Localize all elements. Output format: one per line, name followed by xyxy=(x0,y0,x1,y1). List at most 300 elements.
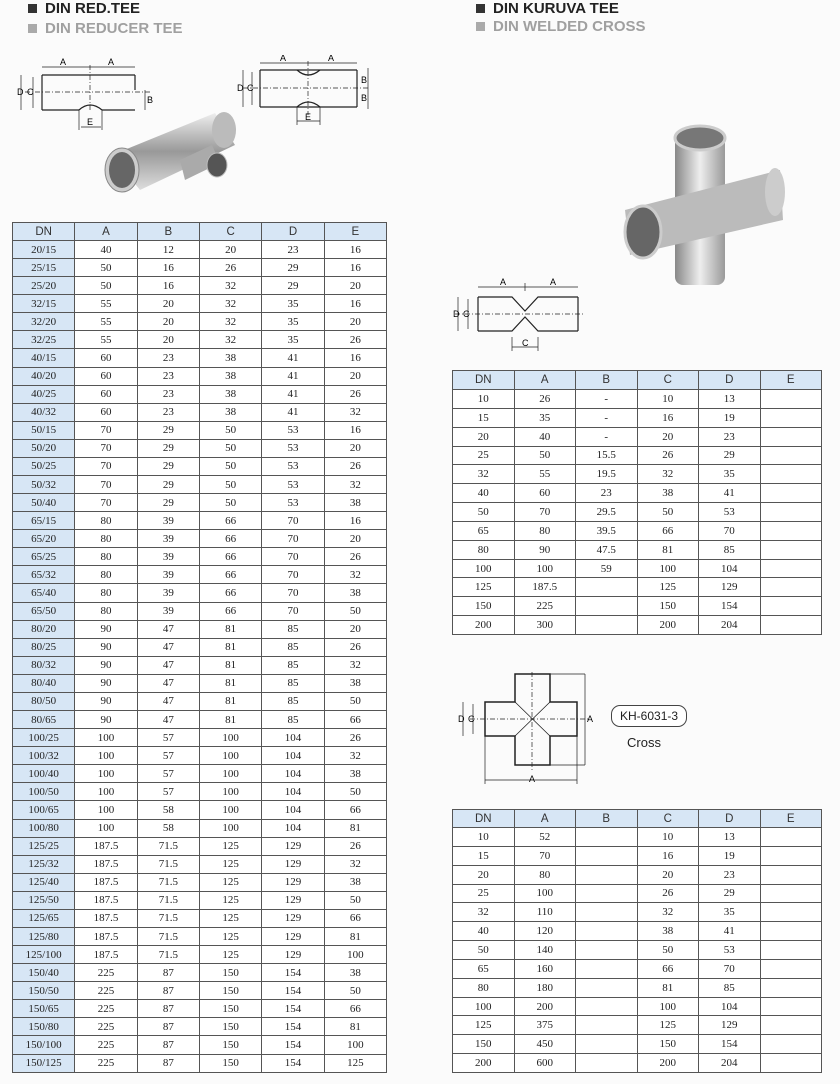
cell-b: 71.5 xyxy=(137,891,199,909)
cell-c: 50 xyxy=(637,503,699,522)
cell-a: 70 xyxy=(75,421,137,439)
cell-b: 39 xyxy=(137,566,199,584)
cell-e: 16 xyxy=(324,241,386,259)
cell-a: 90 xyxy=(75,692,137,710)
cell-e: 16 xyxy=(324,512,386,530)
cell-dn: 65/40 xyxy=(13,584,75,602)
cell-dn: 65/50 xyxy=(13,602,75,620)
cell-c: 125 xyxy=(199,927,261,945)
cell-c: 66 xyxy=(199,530,261,548)
cell-e: 20 xyxy=(324,439,386,457)
cell-e: 125 xyxy=(324,1054,386,1072)
cell-a: 225 xyxy=(514,597,576,616)
cell-d: 154 xyxy=(699,1035,761,1054)
cell-c: 100 xyxy=(637,559,699,578)
table-row xyxy=(13,873,387,891)
cell-c: 81 xyxy=(637,540,699,559)
cell-dn: 25 xyxy=(453,446,515,465)
cell-dn: 100/25 xyxy=(13,729,75,747)
cell-b xyxy=(576,828,638,847)
cell-c: 50 xyxy=(199,476,261,494)
cell-c: 81 xyxy=(199,620,261,638)
cell-d: 70 xyxy=(262,602,324,620)
cell-a: 140 xyxy=(514,941,576,960)
table-row xyxy=(13,927,387,945)
cell-e: 20 xyxy=(324,530,386,548)
column-header-a: A xyxy=(514,810,576,828)
table-header-row xyxy=(13,223,387,241)
cell-c: 150 xyxy=(199,982,261,1000)
cell-dn: 150 xyxy=(453,1035,515,1054)
table-row xyxy=(13,656,387,674)
cell-d: 53 xyxy=(262,457,324,475)
cell-d: 29 xyxy=(262,259,324,277)
cell-a: 100 xyxy=(514,559,576,578)
cell-a: 80 xyxy=(514,521,576,540)
cell-a: 375 xyxy=(514,1016,576,1035)
cell-a: 120 xyxy=(514,922,576,941)
cell-d: 85 xyxy=(262,620,324,638)
cell-b: 20 xyxy=(137,313,199,331)
svg-text:C: C xyxy=(463,309,470,319)
cell-e: 50 xyxy=(324,982,386,1000)
cell-c: 66 xyxy=(199,548,261,566)
svg-text:C: C xyxy=(522,338,529,348)
cell-c: 150 xyxy=(199,964,261,982)
cell-dn: 65/32 xyxy=(13,566,75,584)
column-header-c: C xyxy=(637,810,699,828)
cell-a: 40 xyxy=(514,427,576,446)
cell-a: 187.5 xyxy=(75,891,137,909)
column-header-dn: DN xyxy=(453,810,515,828)
table-row xyxy=(13,692,387,710)
cell-c: 100 xyxy=(637,997,699,1016)
cell-b: 20 xyxy=(137,331,199,349)
cell-a: 60 xyxy=(514,484,576,503)
cell-a: 225 xyxy=(75,1054,137,1072)
cell-dn: 80/20 xyxy=(13,620,75,638)
cell-c: 38 xyxy=(637,922,699,941)
cell-b: 23 xyxy=(137,385,199,403)
cell-e xyxy=(760,959,822,978)
cell-d: 154 xyxy=(262,964,324,982)
cell-d: 85 xyxy=(262,656,324,674)
cell-dn: 25/15 xyxy=(13,259,75,277)
cell-b: 47 xyxy=(137,620,199,638)
cell-dn: 25/20 xyxy=(13,277,75,295)
cell-b: 87 xyxy=(137,964,199,982)
cell-d: 41 xyxy=(262,403,324,421)
cell-b: 87 xyxy=(137,982,199,1000)
cell-c: 100 xyxy=(199,747,261,765)
table-row xyxy=(13,295,387,313)
cell-dn: 32/15 xyxy=(13,295,75,313)
cell-c: 81 xyxy=(199,711,261,729)
cell-dn: 32 xyxy=(453,903,515,922)
cell-e: 32 xyxy=(324,476,386,494)
cell-e: 26 xyxy=(324,385,386,403)
cell-b: 29 xyxy=(137,457,199,475)
cell-dn: 80/50 xyxy=(13,692,75,710)
cross-diagram xyxy=(455,672,605,790)
table-row xyxy=(13,277,387,295)
column-header-c: C xyxy=(637,371,699,390)
cell-b: - xyxy=(576,390,638,409)
table-row xyxy=(13,367,387,385)
bullet-icon xyxy=(476,22,485,31)
cell-dn: 80/65 xyxy=(13,711,75,729)
table-row xyxy=(13,1036,387,1054)
table-row xyxy=(13,1000,387,1018)
cell-e: 26 xyxy=(324,331,386,349)
cell-b: 23 xyxy=(576,484,638,503)
cell-a: 187.5 xyxy=(75,855,137,873)
cell-e: 38 xyxy=(324,765,386,783)
table-row xyxy=(453,903,822,922)
svg-text:C: C xyxy=(27,87,34,97)
cell-d: 85 xyxy=(699,540,761,559)
cell-b xyxy=(576,941,638,960)
cell-c: 32 xyxy=(199,313,261,331)
cell-dn: 32 xyxy=(453,465,515,484)
cell-c: 38 xyxy=(199,367,261,385)
cell-a: 225 xyxy=(75,1036,137,1054)
cell-b xyxy=(576,1054,638,1073)
cell-c: 100 xyxy=(199,729,261,747)
cell-a: 35 xyxy=(514,408,576,427)
cell-c: 66 xyxy=(199,512,261,530)
cell-e xyxy=(760,922,822,941)
table-row xyxy=(13,837,387,855)
cell-dn: 150/100 xyxy=(13,1036,75,1054)
table-row xyxy=(453,846,822,865)
cell-d: 35 xyxy=(699,465,761,484)
cell-a: 52 xyxy=(514,828,576,847)
cell-e: 81 xyxy=(324,819,386,837)
right-subtitle-text: DIN WELDED CROSS xyxy=(493,18,646,35)
svg-text:A: A xyxy=(529,774,536,784)
cell-c: 20 xyxy=(637,427,699,446)
cell-b: 87 xyxy=(137,1000,199,1018)
cell-e xyxy=(760,616,822,635)
cell-a: 100 xyxy=(75,729,137,747)
product-code-badge: KH-6031-3 xyxy=(611,705,687,727)
cell-c: 38 xyxy=(199,385,261,403)
cell-b xyxy=(576,616,638,635)
table-row xyxy=(13,982,387,1000)
table-row xyxy=(453,828,822,847)
cell-dn: 40/15 xyxy=(13,349,75,367)
cell-d: 154 xyxy=(262,1054,324,1072)
cell-d: 70 xyxy=(262,566,324,584)
cell-e xyxy=(760,941,822,960)
cell-c: 100 xyxy=(199,783,261,801)
cell-dn: 80/25 xyxy=(13,638,75,656)
cell-e: 16 xyxy=(324,349,386,367)
table-row xyxy=(13,855,387,873)
cell-dn: 65 xyxy=(453,959,515,978)
cell-a: 187.5 xyxy=(75,927,137,945)
cell-dn: 32/25 xyxy=(13,331,75,349)
cell-dn: 125/40 xyxy=(13,873,75,891)
cell-c: 26 xyxy=(199,259,261,277)
cell-a: 55 xyxy=(75,313,137,331)
cell-b: 71.5 xyxy=(137,873,199,891)
cell-b xyxy=(576,922,638,941)
cell-c: 125 xyxy=(199,891,261,909)
cell-b: 47 xyxy=(137,692,199,710)
svg-text:A: A xyxy=(280,55,287,63)
cell-d: 129 xyxy=(699,578,761,597)
cell-a: 200 xyxy=(514,997,576,1016)
cell-c: 150 xyxy=(199,1054,261,1072)
cell-dn: 125 xyxy=(453,578,515,597)
table-row xyxy=(13,674,387,692)
cell-d: 53 xyxy=(262,494,324,512)
cell-dn: 15 xyxy=(453,408,515,427)
svg-text:A: A xyxy=(587,714,594,724)
cell-c: 20 xyxy=(199,241,261,259)
cell-e: 20 xyxy=(324,313,386,331)
cell-dn: 125/65 xyxy=(13,909,75,927)
cell-b: 87 xyxy=(137,1054,199,1072)
cell-dn: 65/25 xyxy=(13,548,75,566)
cell-dn: 125/32 xyxy=(13,855,75,873)
table-row xyxy=(453,1035,822,1054)
table-row xyxy=(453,465,822,484)
left-subtitle xyxy=(28,20,183,37)
cell-dn: 50/15 xyxy=(13,421,75,439)
svg-text:D: D xyxy=(458,714,465,724)
cell-d: 53 xyxy=(699,941,761,960)
cell-e: 50 xyxy=(324,602,386,620)
table-row xyxy=(453,1016,822,1035)
cell-dn: 100/65 xyxy=(13,801,75,819)
cell-dn: 100 xyxy=(453,559,515,578)
cell-e: 16 xyxy=(324,259,386,277)
cell-a: 90 xyxy=(514,540,576,559)
cell-e xyxy=(760,903,822,922)
cell-d: 129 xyxy=(262,927,324,945)
cell-d: 85 xyxy=(699,978,761,997)
table-row xyxy=(453,446,822,465)
reducer-tee-table xyxy=(12,222,387,1073)
cell-c: 125 xyxy=(199,855,261,873)
cell-a: 70 xyxy=(75,457,137,475)
cell-d: 35 xyxy=(262,295,324,313)
bullet-icon xyxy=(28,24,37,33)
cell-e xyxy=(760,465,822,484)
cell-d: 53 xyxy=(699,503,761,522)
cell-e: 32 xyxy=(324,403,386,421)
cell-dn: 20 xyxy=(453,865,515,884)
cell-b: 87 xyxy=(137,1036,199,1054)
cell-dn: 40 xyxy=(453,922,515,941)
cell-e xyxy=(760,390,822,409)
cell-dn: 50/20 xyxy=(13,439,75,457)
table-row xyxy=(453,616,822,635)
cell-a: 60 xyxy=(75,403,137,421)
cell-d: 35 xyxy=(262,331,324,349)
cell-e: 50 xyxy=(324,692,386,710)
cell-dn: 125/50 xyxy=(13,891,75,909)
table-row xyxy=(453,390,822,409)
cell-dn: 40/20 xyxy=(13,367,75,385)
cell-a: 80 xyxy=(75,584,137,602)
cell-b: 23 xyxy=(137,403,199,421)
cell-dn: 125/100 xyxy=(13,946,75,964)
table-row xyxy=(453,997,822,1016)
cell-b: 87 xyxy=(137,1018,199,1036)
cell-a: 55 xyxy=(75,295,137,313)
cell-d: 104 xyxy=(262,801,324,819)
cell-c: 81 xyxy=(199,692,261,710)
cell-e xyxy=(760,559,822,578)
cell-b xyxy=(576,1035,638,1054)
cell-e xyxy=(760,503,822,522)
cell-b xyxy=(576,997,638,1016)
cell-dn: 50/32 xyxy=(13,476,75,494)
cell-dn: 65/20 xyxy=(13,530,75,548)
cell-dn: 125/25 xyxy=(13,837,75,855)
table-row xyxy=(453,959,822,978)
cell-dn: 10 xyxy=(453,390,515,409)
svg-text:B: B xyxy=(361,93,368,103)
cell-e xyxy=(760,1054,822,1073)
cell-b: 57 xyxy=(137,765,199,783)
cell-dn: 125/80 xyxy=(13,927,75,945)
cell-b: 71.5 xyxy=(137,909,199,927)
cell-a: 187.5 xyxy=(75,837,137,855)
table-row xyxy=(453,427,822,446)
svg-text:A: A xyxy=(328,55,335,63)
cell-a: 70 xyxy=(75,439,137,457)
cell-b: 39 xyxy=(137,584,199,602)
right-title-text: DIN KURUVA TEE xyxy=(493,0,619,17)
cell-d: 70 xyxy=(699,959,761,978)
cell-d: 53 xyxy=(262,476,324,494)
cell-dn: 150/125 xyxy=(13,1054,75,1072)
table-row xyxy=(13,457,387,475)
table-row xyxy=(13,638,387,656)
table-row xyxy=(13,747,387,765)
cell-c: 50 xyxy=(199,439,261,457)
cell-b xyxy=(576,597,638,616)
cell-d: 70 xyxy=(699,521,761,540)
cell-e: 38 xyxy=(324,584,386,602)
column-header-d: D xyxy=(699,371,761,390)
cell-e xyxy=(760,846,822,865)
cell-dn: 20/15 xyxy=(13,241,75,259)
cell-e: 32 xyxy=(324,656,386,674)
cell-b: 71.5 xyxy=(137,837,199,855)
cell-a: 160 xyxy=(514,959,576,978)
cell-d: 35 xyxy=(699,903,761,922)
cell-e: 100 xyxy=(324,1036,386,1054)
table-row xyxy=(13,711,387,729)
cell-c: 38 xyxy=(199,349,261,367)
cell-a: 100 xyxy=(75,747,137,765)
cell-c: 50 xyxy=(199,421,261,439)
cross-photo xyxy=(615,120,785,292)
cell-b xyxy=(576,959,638,978)
table-row xyxy=(13,385,387,403)
cell-a: 70 xyxy=(75,494,137,512)
cell-e: 81 xyxy=(324,1018,386,1036)
table-row xyxy=(13,566,387,584)
cell-e: 16 xyxy=(324,295,386,313)
cell-b: 47 xyxy=(137,711,199,729)
cell-d: 19 xyxy=(699,846,761,865)
cell-a: 225 xyxy=(75,1000,137,1018)
table-row xyxy=(13,530,387,548)
cell-c: 50 xyxy=(199,457,261,475)
cell-d: 104 xyxy=(262,765,324,783)
cell-d: 154 xyxy=(262,1000,324,1018)
cell-d: 23 xyxy=(699,865,761,884)
table-row xyxy=(13,1018,387,1036)
bullet-icon xyxy=(476,4,485,13)
cell-a: 60 xyxy=(75,349,137,367)
cell-e: 32 xyxy=(324,566,386,584)
table-row xyxy=(13,729,387,747)
cell-b xyxy=(576,903,638,922)
cell-c: 125 xyxy=(637,578,699,597)
column-header-d: D xyxy=(262,223,324,241)
table-row xyxy=(453,884,822,903)
left-subtitle-text: DIN REDUCER TEE xyxy=(45,20,183,37)
cell-a: 187.5 xyxy=(75,909,137,927)
cell-d: 41 xyxy=(262,385,324,403)
cell-c: 100 xyxy=(199,801,261,819)
right-title xyxy=(476,0,619,17)
column-header-b: B xyxy=(137,223,199,241)
cell-d: 85 xyxy=(262,692,324,710)
cell-a: 300 xyxy=(514,616,576,635)
cell-dn: 40/32 xyxy=(13,403,75,421)
table-row xyxy=(13,259,387,277)
cell-b: 57 xyxy=(137,783,199,801)
cell-b: 47 xyxy=(137,656,199,674)
table-row xyxy=(13,946,387,964)
right-subtitle xyxy=(476,18,646,35)
cell-c: 66 xyxy=(637,521,699,540)
table-row xyxy=(453,978,822,997)
cell-dn: 150/65 xyxy=(13,1000,75,1018)
cell-b xyxy=(576,578,638,597)
cell-e: 32 xyxy=(324,747,386,765)
svg-text:D: D xyxy=(237,83,244,93)
column-header-e: E xyxy=(324,223,386,241)
cell-a: 80 xyxy=(75,602,137,620)
cell-dn: 200 xyxy=(453,616,515,635)
cell-d: 204 xyxy=(699,1054,761,1073)
cell-dn: 100 xyxy=(453,997,515,1016)
cell-d: 19 xyxy=(699,408,761,427)
cell-e: 26 xyxy=(324,457,386,475)
cell-a: 600 xyxy=(514,1054,576,1073)
cell-c: 38 xyxy=(637,484,699,503)
cell-b: 58 xyxy=(137,819,199,837)
cell-b: 20 xyxy=(137,295,199,313)
cell-c: 26 xyxy=(637,446,699,465)
cell-dn: 150/80 xyxy=(13,1018,75,1036)
table-row xyxy=(13,584,387,602)
cell-c: 150 xyxy=(637,1035,699,1054)
cell-d: 104 xyxy=(262,819,324,837)
table-row xyxy=(453,484,822,503)
svg-text:A: A xyxy=(60,57,67,67)
